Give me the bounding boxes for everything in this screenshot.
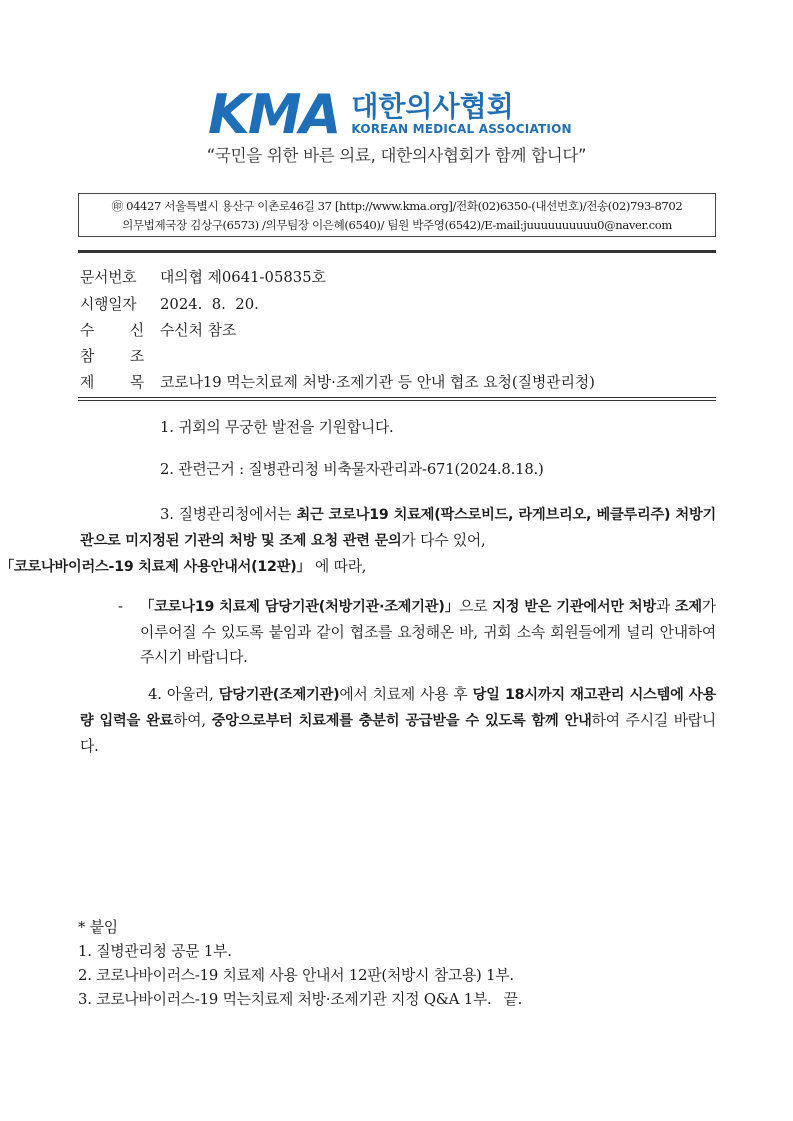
doc-number-value: 대의협 제0641-05835호 bbox=[160, 269, 326, 286]
logo-mark: KMA bbox=[208, 83, 340, 146]
paragraph-3: 3. 질병관리청에서는 최근 코로나19 치료제(팍스로비드, 라게브리오, 베클루리주) 처방기관으로 미지정된 기관의 처방 및 조제 요청 관련 문의가 다수 있어, 「코로나바이러스-19 치료제 사용안내서(12판)」 에 따라, bbox=[0, 506, 716, 575]
header-bottom-rule-2 bbox=[78, 400, 716, 401]
subject-label: 제 목 bbox=[80, 374, 144, 391]
reference-row bbox=[80, 347, 160, 367]
contact-line-1: ㊞ 04427 서울특별시 용산구 이촌로46길 37 [http://www.kma.org]/전화(02)6350-(내선번호)/전송(02)793-8702 bbox=[111, 199, 683, 213]
date-row bbox=[80, 295, 259, 315]
contact-box bbox=[78, 193, 716, 237]
attachment-item-2: 2. 코로나바이러스-19 치료제 사용 안내서 12판(처방시 참고용) 1부. bbox=[78, 967, 514, 984]
attachment-item-1: 1. 질병관리청 공문 1부. bbox=[78, 943, 232, 960]
date-label: 시행일자 bbox=[80, 296, 137, 313]
paragraph-4: 4. 아울러, 담당기관(조제기관)에서 치료제 사용 후 당일 18시까지 재고관리 시스템에 사용량 입력을 완료하여, 중앙으로부터 치료제를 충분히 공급받을 수 있도록 함께 안내하여 주시길 바랍니다. bbox=[80, 686, 717, 755]
slogan: “국민을 위한 바른 의료, 대한의사협회가 함께 합니다” bbox=[206, 146, 587, 165]
item-dash: - bbox=[118, 598, 123, 615]
paragraph-1: 1. 귀회의 무궁한 발전을 기원합니다. bbox=[160, 419, 394, 436]
doc-number-label: 문서번호 bbox=[80, 269, 137, 286]
paragraph-2: 2. 관련근거 : 질병관리청 비축물자관리과-671(2024.8.18.) bbox=[160, 461, 544, 478]
header-top-rule bbox=[78, 250, 716, 253]
reference-label: 참 조 bbox=[80, 348, 144, 365]
header-bottom-rule-1 bbox=[78, 397, 716, 398]
org-name-ko: 대한의사협회 bbox=[351, 90, 514, 123]
org-name-en: KOREAN MEDICAL ASSOCIATION bbox=[351, 122, 572, 136]
recipient-label: 수 신 bbox=[80, 322, 144, 339]
recipient-value: 수신처 참조 bbox=[160, 322, 237, 339]
paragraph-3-item: 「코로나19 치료제 담당기관(처방기관·조제기관)」으로 지정 받은 기관에서만 처방과 조제가 이루어질 수 있도록 붙임과 같이 협조를 요청해온 바, 귀회 소속 회원들에게 널리 안내하여 주시기 바랍니다. bbox=[140, 598, 716, 666]
subject-row bbox=[80, 373, 595, 393]
contact-line-2: 의무법제국장 김상구(6573) /의무팀장 이은혜(6540)/ 팀원 박주영(6542)/E-mail:juuuuuuuuuu0@naver.com bbox=[122, 218, 672, 232]
subject-value: 코로나19 먹는치료제 처방·조제기관 등 안내 협조 요청(질병관리청) bbox=[160, 374, 595, 391]
kma-logo bbox=[208, 83, 572, 146]
recipient-row bbox=[80, 321, 236, 341]
attachment-heading: * 붙임 bbox=[78, 919, 118, 936]
doc-number-row bbox=[80, 268, 326, 288]
end-mark: 끝. bbox=[503, 991, 523, 1008]
logo-names bbox=[351, 92, 571, 138]
date-value: 2024. 8. 20. bbox=[160, 296, 259, 313]
attachment-item-3: 3. 코로나바이러스-19 먹는치료제 처방·조제기관 지정 Q&A 1부. 끝. bbox=[78, 991, 523, 1008]
